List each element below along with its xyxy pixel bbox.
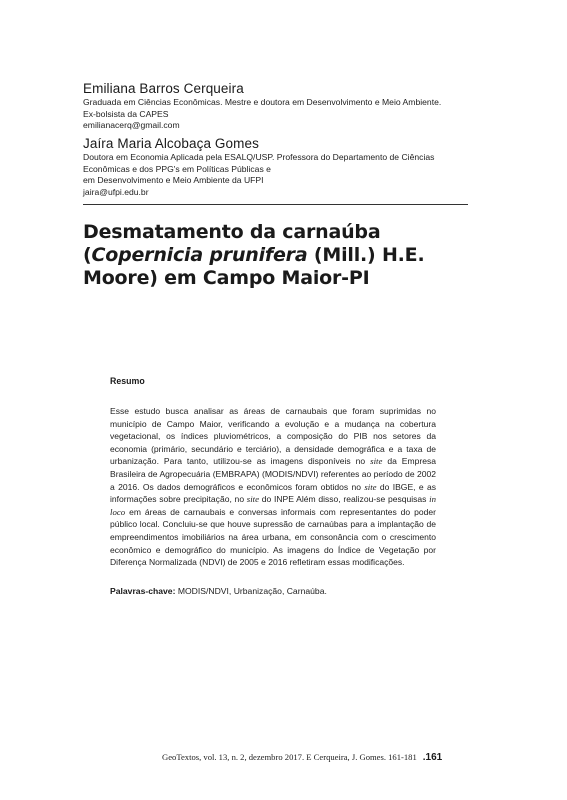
author-affiliation: em Desenvolvimento e Meio Ambiente da UFPI <box>83 175 264 185</box>
author-affiliation: Doutora em Economia Aplicada pela ESALQ/USP. Professora do Departamento de Ciências <box>83 152 435 162</box>
page-number: .161 <box>422 752 443 763</box>
author-affiliation: Econômicas e dos PPG's em Políticas Públicas e <box>83 163 271 174</box>
keywords-label: Palavras-chave: <box>110 586 176 596</box>
article-title <box>83 221 503 290</box>
author-name: Jaíra Maria Alcobaça Gomes <box>83 136 259 151</box>
author-block-2 <box>83 136 468 198</box>
author-name: Emiliana Barros Cerqueira <box>83 81 244 96</box>
header-divider <box>83 204 468 205</box>
abstract-body <box>110 405 436 569</box>
author-affiliation: Graduada em Ciências Econômicas. Mestre e doutora em Desenvolvimento e Meio Ambiente. <box>83 97 442 107</box>
keywords-text: MODIS/NDVI, Urbanização, Carnaúba. <box>175 586 327 596</box>
author-email: emilianacerq@gmail.com <box>83 120 180 130</box>
abstract-italic: site <box>364 481 377 492</box>
title-species-italic: Copernicia prunifera <box>91 244 308 266</box>
abstract-italic: site <box>370 456 383 467</box>
abstract-heading: Resumo <box>110 376 145 386</box>
abstract-text: da Empresa Brasileira de Agropecuária (EMBRAPA) (MODIS/NDVI) referentes ao período de 2002 a 2016. Os dados demográficos e econômicos foram obtidos no <box>110 456 436 492</box>
author-email: jaira@ufpi.edu.br <box>83 186 149 197</box>
author-affiliation: Ex-bolsista da CAPES <box>83 108 169 119</box>
keywords <box>110 586 436 596</box>
author-block-1 <box>83 81 468 132</box>
footer-citation: GeoTextos, vol. 13, n. 2, dezembro 2017. E Cerqueira, J. Gomes. 161-181 <box>162 752 417 762</box>
abstract-text: do IBGE, e as informações sobre precipitação, no <box>110 481 436 505</box>
title-part-2: (Mill.) H.E. Moore) em Campo Maior-PI <box>83 244 425 289</box>
abstract-text: em áreas de carnaubais e conversas informais com representantes do poder público local. Concluiu-se que houve supressão de carnaúbas para a implantação de empreendimentos imobiliários na área urbana, em consonância com o crescimento econômico e demográfico do município. As imagens do Índice de Vegetação por Diferença Normalizada (NDVI) de 2005 e 2016 refletiram essas modificações. <box>110 506 436 568</box>
page-footer <box>162 752 468 763</box>
abstract-italic: in loco <box>110 494 436 517</box>
title-part-1: Desmatamento da carnaúba ( <box>83 221 381 266</box>
abstract-italic: site <box>246 494 260 505</box>
abstract-text: Esse estudo busca analisar as áreas de carnaubais que foram suprimidas no município de Campo Maior, verificando a evolução e a mudança na cobertura vegetacional, os índices pluviométricos, a composição do PIB nos setores da economia (primário, secundário e terciário), a densidade demográfica e a taxa de urbanização. Para tanto, utilizou-se as imagens disponíveis no <box>110 406 436 467</box>
abstract-text: do INPE Além disso, realizou-se pesquisas <box>259 494 430 505</box>
